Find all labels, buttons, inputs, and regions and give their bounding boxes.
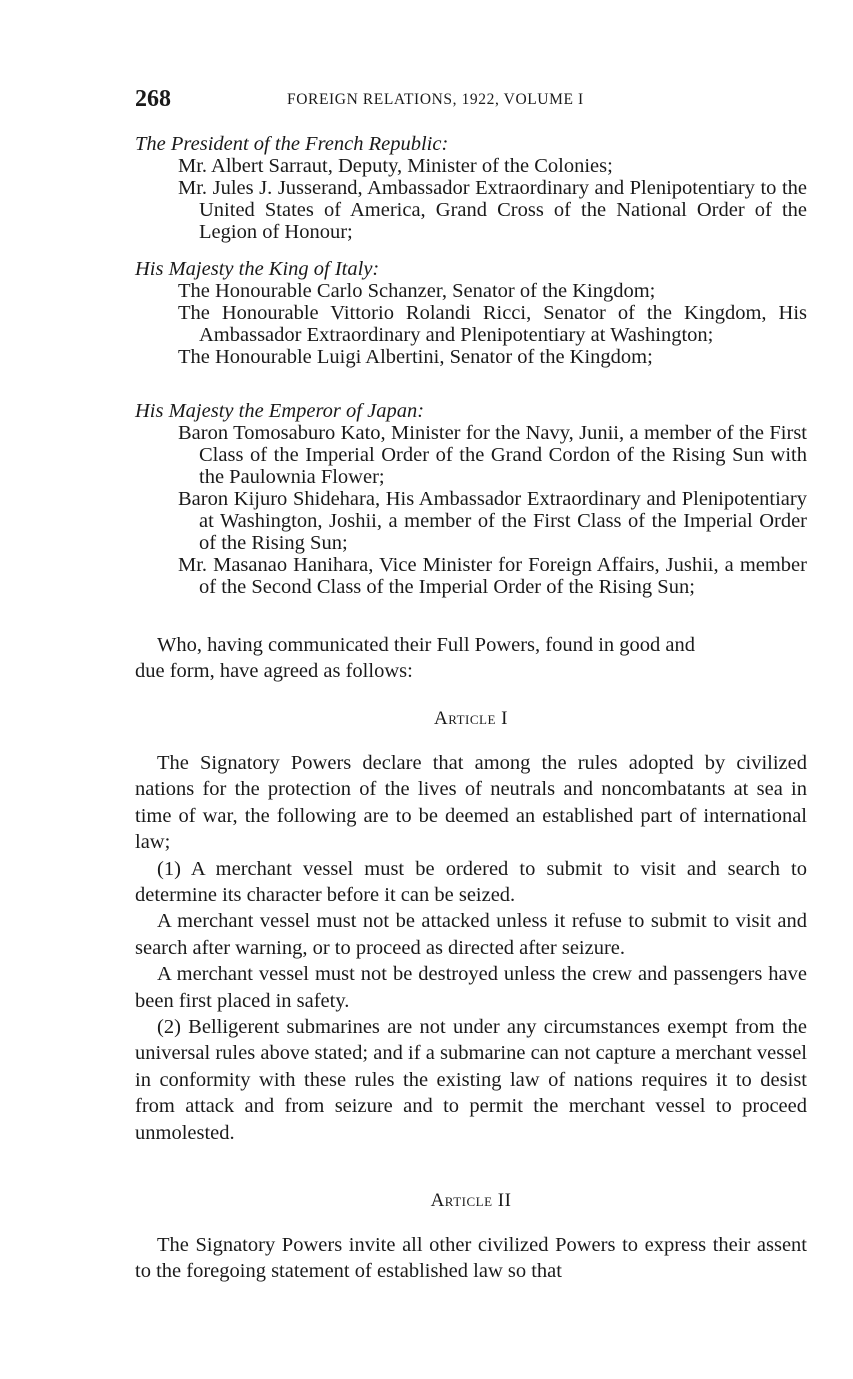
delegate-schanzer: The Honourable Carlo Schanzer, Senator of the Kingdom; (178, 280, 656, 302)
delegate-albertini: The Honourable Luigi Albertini, Senator of the Kingdom; (178, 346, 653, 368)
article-1-body (135, 750, 807, 1146)
delegate-sarraut: Mr. Albert Sarraut, Deputy, Minister of the Colonies; (178, 155, 613, 177)
power-italy (135, 258, 807, 368)
delegate-hanihara: Mr. Masanao Hanihara, Vice Minister for Foreign Affairs, Jushii, a member of the Second Class of the Imperial Order of the Rising Sun; (178, 554, 807, 598)
page-number: 268 (135, 86, 171, 112)
power-france (135, 133, 807, 243)
article-2-body (135, 1232, 807, 1285)
power-japan (135, 400, 807, 598)
article-1-heading: Article I (433, 708, 508, 729)
running-head: FOREIGN RELATIONS, 1922, VOLUME I (287, 91, 584, 108)
preamble-line-1: Who, having communicated their Full Powers, found in good and (157, 634, 696, 656)
delegate-ricci: The Honourable Vittorio Rolandi Ricci, Senator of the Kingdom, His Ambassador Extraordinary and Plenipotentiary at Washington; (178, 302, 807, 346)
article-1-paragraph: (1) A merchant vessel must be ordered to submit to visit and search to determine its character before it can be seized. (135, 857, 807, 907)
preamble (135, 632, 807, 685)
article-1-paragraph: A merchant vessel must not be attacked unless it refuse to submit to visit and search after warning, or to proceed as directed after seizure. (135, 910, 807, 959)
power-title-france: The President of the French Republic: (135, 133, 449, 155)
page-header (135, 86, 807, 116)
power-title-japan: His Majesty the Emperor of Japan: (135, 400, 425, 422)
preamble-line-2: due form, have agreed as follows: (135, 660, 413, 683)
article-1-paragraph: The Signatory Powers declare that among the rules adopted by civilized nations for the protection of the lives of neutrals and noncombatants at sea in time of war, the following are to be deemed an established part of international law; (135, 752, 807, 854)
article-2-heading: Article II (430, 1190, 512, 1211)
power-title-italy: His Majesty the King of Italy: (135, 258, 380, 280)
delegate-shidehara: Baron Kijuro Shidehara, His Ambassador Extraordinary and Plenipotentiary at Washington, Joshii, a member of the First Class of the Imperial Order of the Rising Sun; (178, 488, 807, 554)
article-2-paragraph: The Signatory Powers invite all other civilized Powers to express their assent to the foregoing statement of established law so that (135, 1234, 807, 1283)
article-1-paragraph: A merchant vessel must not be destroyed unless the crew and passengers have been first placed in safety. (135, 963, 807, 1012)
delegate-kato: Baron Tomosaburo Kato, Minister for the Navy, Junii, a member of the First Class of the Imperial Order of the Grand Cordon of the Rising Sun with the Paulownia Flower; (178, 422, 807, 488)
delegate-jusserand: Mr. Jules J. Jusserand, Ambassador Extraordinary and Plenipotentiary to the United States of America, Grand Cross of the National Order of the Legion of Honour; (178, 177, 807, 243)
article-1-paragraph: (2) Belligerent submarines are not under any circumstances exempt from the universal rules above stated; and if a submarine can not capture a merchant vessel in conformity with these rules the existing law of nations requires it to desist from attack and from seizure and to permit the merchant vessel to proceed unmolested. (135, 1016, 807, 1144)
